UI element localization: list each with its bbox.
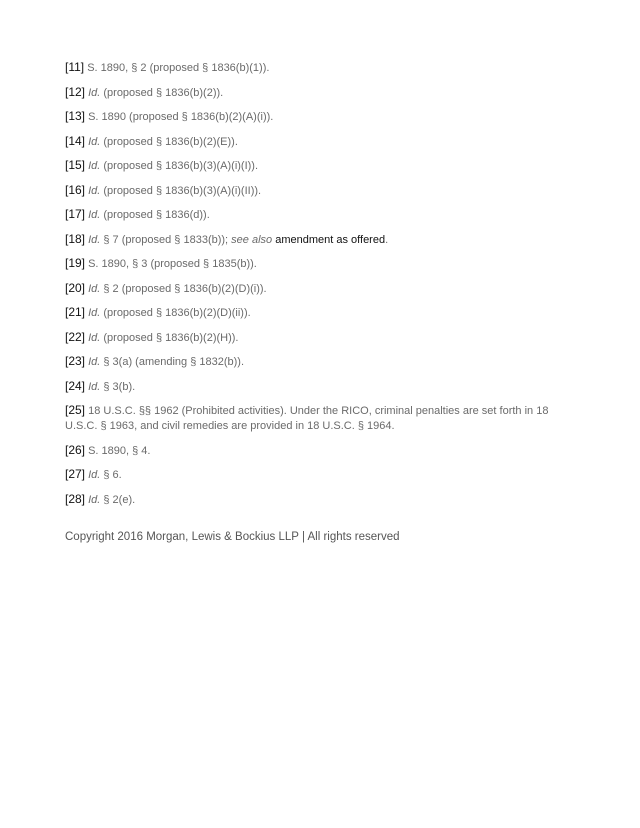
endnote-text: § 3(b). [100,380,136,393]
endnote-text: (proposed § 1836(b)(2)(H)). [100,331,239,344]
endnote [65,467,575,483]
endnote [65,281,575,297]
endnote-number: [13] [65,109,86,123]
endnote [65,134,575,150]
endnote-number: [23] [65,354,86,368]
endnote-number: [20] [65,280,86,295]
endnote [65,158,575,174]
endnote-citation-italic: Id. [88,184,101,197]
endnote-citation-italic: Id. [88,160,101,172]
endnote-citation-italic: Id. [88,135,101,148]
endnote [65,492,575,508]
endnote [65,60,575,76]
endnote-number: [16] [65,182,86,197]
endnote [65,305,575,321]
endnote-text: S. 1890 (proposed § 1836(b)(2)(A)(i)). [88,111,274,123]
endnote-number: [15] [65,158,86,172]
endnote-citation-italic: Id. [88,233,101,246]
copyright-notice: Copyright 2016 Morgan, Lewis & Bockius LLP | All rights reserved [65,531,400,543]
endnote-text: § 2 (proposed § 1836(b)(2)(D)(i)). [100,282,267,295]
endnotes-list [65,60,575,516]
endnote-text: S. 1890, § 2 (proposed § 1836(b)(1)). [87,62,270,74]
endnote-number: [14] [65,133,86,148]
endnote-text: § 7 (proposed § 1833(b)); [100,233,232,246]
endnote-number: [19] [65,256,86,270]
endnote-citation-italic: Id. [88,282,101,295]
endnote-number: [26] [65,442,86,457]
endnote-text: . [385,233,389,246]
endnote-number: [12] [65,84,86,99]
endnote [65,109,575,125]
endnote-text: (proposed § 1836(b)(3)(A)(i)(II)). [100,184,262,197]
endnote-text: § 6. [100,469,122,481]
endnote [65,403,575,434]
endnote [65,443,575,459]
endnote-citation-italic: Id. [88,307,101,319]
endnote-citation-italic: see also [231,233,273,246]
endnote-citation-italic: Id. [88,380,101,393]
endnote-citation-italic: Id. [88,469,101,481]
endnote-text: S. 1890, § 4. [88,444,151,457]
endnote-number: [11] [65,60,85,74]
endnote [65,85,575,101]
endnote-number: [25] [65,403,86,417]
endnote [65,207,575,223]
endnote-number: [27] [65,467,86,481]
endnote-number: [18] [65,231,86,246]
endnote-citation-italic: Id. [88,209,101,221]
endnote-citation-italic: Id. [88,356,101,368]
endnote-text: § 3(a) (amending § 1832(b)). [100,356,244,368]
endnote-citation-italic: Id. [88,86,101,99]
endnote-number: [28] [65,491,86,506]
endnote-number: [22] [65,329,86,344]
endnote-text: (proposed § 1836(b)(2)). [100,86,224,99]
endnote-text: (proposed § 1836(d)). [100,209,210,221]
endnote-text: (proposed § 1836(b)(3)(A)(i)(I)). [100,160,259,172]
endnote-citation-italic: Id. [88,493,101,506]
endnote-link[interactable]: amendment as offered [275,233,386,246]
endnote [65,256,575,272]
endnote [65,183,575,199]
endnote [65,330,575,346]
endnote-number: [24] [65,378,86,393]
endnote-number: [21] [65,305,86,319]
endnote-text: § 2(e). [100,493,136,506]
endnote-citation-italic: Id. [88,331,101,344]
endnote-text: (proposed § 1836(b)(2)(D)(ii)). [100,307,251,319]
endnote-text: S. 1890, § 3 (proposed § 1835(b)). [88,258,257,270]
endnote-text: (proposed § 1836(b)(2)(E)). [100,135,238,148]
endnote [65,232,575,248]
endnote [65,354,575,370]
endnote-text: 18 U.S.C. §§ 1962 (Prohibited activities). Under the RICO, criminal penalties are set forth in 18 U.S.C. § 1963, and civil remedies are provided in 18 U.S.C. § 1964. [65,405,549,432]
endnote [65,379,575,395]
endnote-number: [17] [65,207,86,221]
